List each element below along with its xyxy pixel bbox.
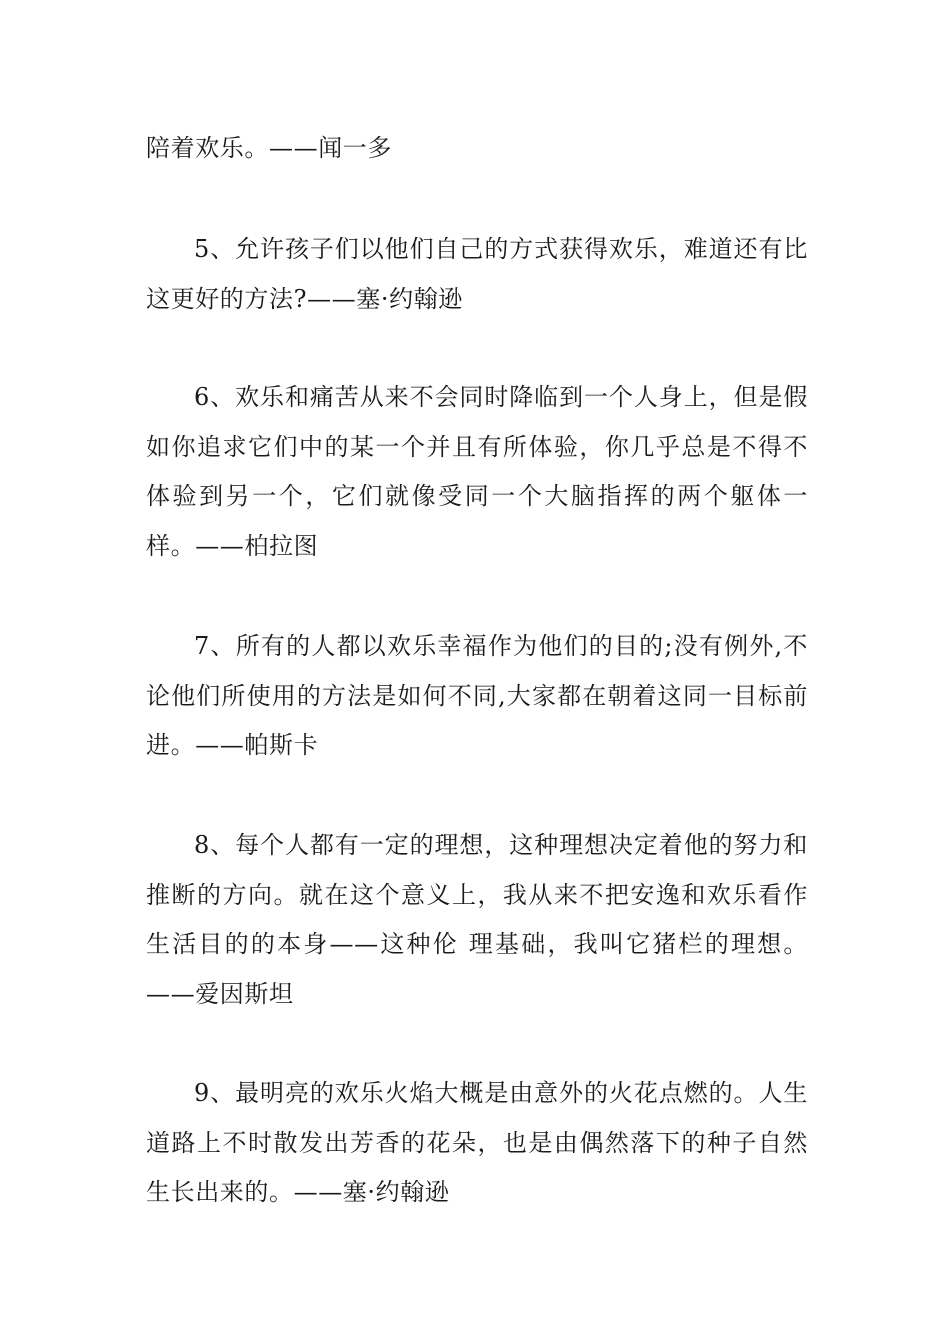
paragraph-quote-6: 6、欢乐和痛苦从来不会同时降临到一个人身上，但是假如你追求它们中的某一个并且有所体验，你几乎总是不得不体验到另一个，它们就像受同一个大脑指挥的两个躯体一样。——柏拉图 — [146, 383, 808, 560]
paragraph-quote-5: 5、允许孩子们以他们自己的方式获得欢乐，难道还有比这更好的方法?——塞·约翰逊 — [146, 235, 808, 313]
paragraph-quote-7: 7、所有的人都以欢乐幸福作为他们的目的;没有例外,不论他们所使用的方法是如何不同,大家都在朝着这同一目标前进。——帕斯卡 — [146, 632, 808, 759]
paragraph-quote-8: 8、每个人都有一定的理想，这种理想决定着他的努力和推断的方向。就在这个意义上，我从来不把安逸和欢乐看作生活目的的本身——这种伦 理基础，我叫它猪栏的理想。——爱因斯坦 — [146, 831, 808, 1008]
paragraph-continued: 陪着欢乐。——闻一多 — [146, 134, 392, 162]
paragraph-quote-9: 9、最明亮的欢乐火焰大概是由意外的火花点燃的。人生道路上不时散发出芳香的花朵，也是由偶然落下的种子自然生长出来的。——塞·约翰逊 — [146, 1079, 808, 1206]
